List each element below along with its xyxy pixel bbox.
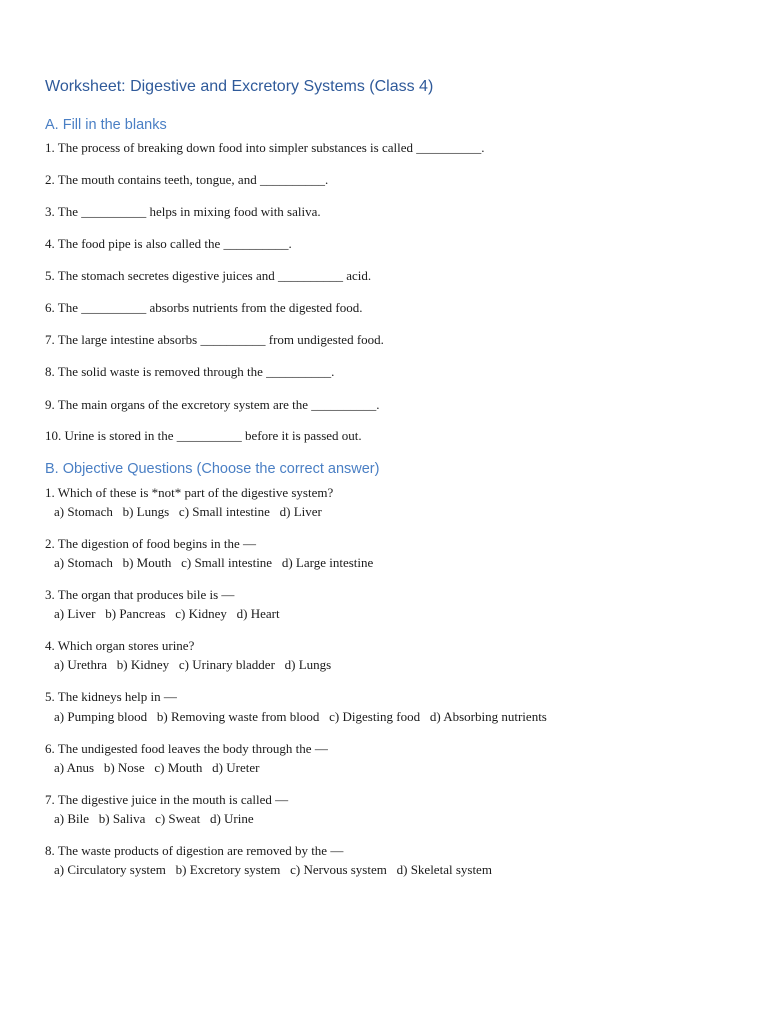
- question-text: 7. The digestive juice in the mouth is called —: [45, 792, 289, 807]
- question-text: 8. The waste products of digestion are removed by the —: [45, 843, 344, 858]
- fill-blank-item: 10. Urine is stored in the __________ before it is passed out.: [45, 428, 362, 443]
- section-b-heading: B. Objective Questions (Choose the correct answer): [45, 461, 380, 477]
- fill-blank-item: 5. The stomach secretes digestive juices and __________ acid.: [45, 268, 372, 283]
- fill-blank-item: 7. The large intestine absorbs __________ from undigested food.: [45, 332, 384, 347]
- question-text: 4. Which organ stores urine?: [45, 638, 195, 653]
- fill-blank-item: 8. The solid waste is removed through the __________.: [45, 364, 335, 379]
- question-text: 5. The kidneys help in —: [45, 689, 177, 704]
- fill-blank-item: 6. The __________ absorbs nutrients from the digested food.: [45, 300, 363, 315]
- question-options: a) Anus b) Nose c) Mouth d) Ureter: [54, 760, 260, 775]
- question-text: 6. The undigested food leaves the body through the —: [45, 741, 328, 756]
- section-a-heading: A. Fill in the blanks: [45, 117, 167, 133]
- question-text: 1. Which of these is *not* part of the digestive system?: [45, 485, 334, 500]
- fill-blank-item: 3. The __________ helps in mixing food with saliva.: [45, 204, 321, 219]
- fill-blank-item: 2. The mouth contains teeth, tongue, and __________.: [45, 172, 329, 187]
- fill-blank-item: 1. The process of breaking down food into simpler substances is called __________.: [45, 140, 485, 155]
- question-options: a) Bile b) Saliva c) Sweat d) Urine: [54, 811, 254, 826]
- question-options: a) Liver b) Pancreas c) Kidney d) Heart: [54, 606, 280, 621]
- fill-blank-item: 4. The food pipe is also called the __________.: [45, 236, 292, 251]
- question-options: a) Stomach b) Lungs c) Small intestine d) Liver: [54, 504, 322, 519]
- question-options: a) Pumping blood b) Removing waste from blood c) Digesting food d) Absorbing nutrients: [54, 709, 547, 724]
- question-text: 2. The digestion of food begins in the —: [45, 536, 256, 551]
- question-options: a) Stomach b) Mouth c) Small intestine d) Large intestine: [54, 555, 374, 570]
- fill-blank-item: 9. The main organs of the excretory system are the __________.: [45, 397, 380, 412]
- question-text: 3. The organ that produces bile is —: [45, 587, 235, 602]
- page-title: Worksheet: Digestive and Excretory Systems (Class 4): [45, 78, 434, 95]
- question-options: a) Circulatory system b) Excretory system c) Nervous system d) Skeletal system: [54, 862, 492, 877]
- question-options: a) Urethra b) Kidney c) Urinary bladder d) Lungs: [54, 657, 332, 672]
